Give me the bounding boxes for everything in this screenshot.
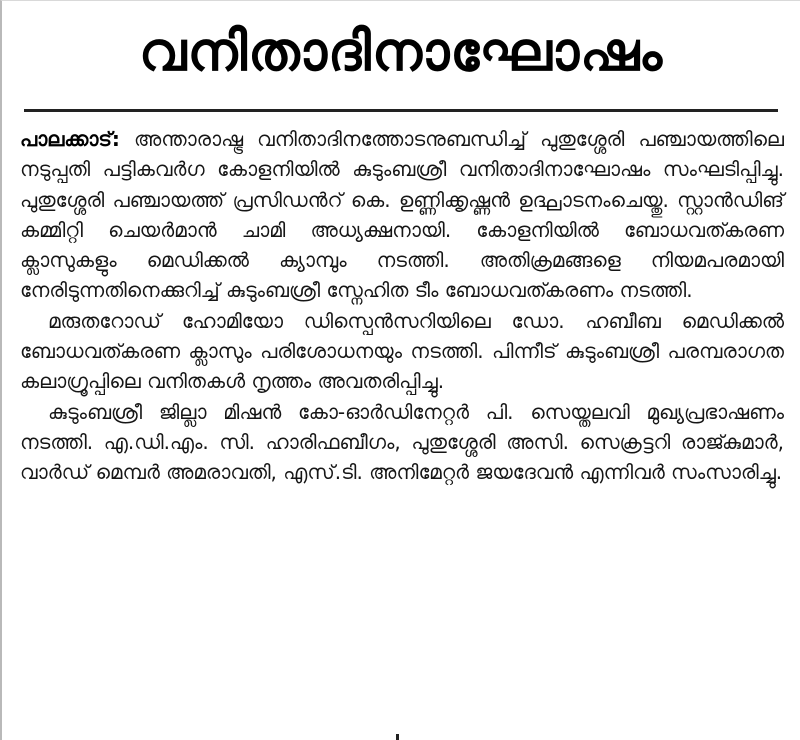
- paragraph-1: [20, 124, 784, 306]
- headline-divider: [24, 109, 778, 112]
- paragraph-2: മരുതറോഡ് ഹോമിയോ ഡിസ്പെൻസറിയിലെ ഡോ. ഹബീബ മെഡിക്കൽ ബോധവത്കരണ ക്ലാസും പരിശോധനയും നടത്തി. പിന്നീട് കുടുംബശ്രീ പരമ്പരാഗത കലാഗ്രൂപ്പിലെ വനിതകൾ നൃത്തം അവതരിപ്പിച്ചു.: [20, 308, 784, 394]
- headline: വനിതാദിനാഘോഷം: [139, 20, 663, 83]
- article-body: [2, 124, 800, 488]
- cropped-mark: [396, 734, 399, 740]
- dateline: പാലക്കാട്:: [20, 127, 120, 151]
- paragraph-1-text: അന്താരാഷ്ട്ര വനിതാദിനത്തോടനുബന്ധിച്ച് പുതുശ്ശേരി പഞ്ചായത്തിലെ നടുപ്പതി പട്ടികവർഗ കോളനിയിൽ കുടുംബശ്രീ വനിതാദിനാഘോഷം സംഘടിപ്പിച്ചു. പുതുശ്ശേരി പഞ്ചായത്ത് പ്രസിഡൻറ് കെ. ഉണ്ണിക്കൃഷ്ണൻ ഉദ്ഘാടനംചെയ്തു. സ്റ്റാൻഡിങ് കമ്മിറ്റി ചെയർമാൻ ചാമി അധ്യക്ഷനായി. കോളനിയിൽ ബോധവത്കരണ ക്ലാസുകളും മെഡിക്കൽ ക്യാമ്പും നടത്തി. അതിക്രമങ്ങളെ നിയമപരമായി നേരിടുന്നതിനെക്കുറിച്ച് കുടുംബശ്രീ സ്നേഹിത ടീം ബോധവത്കരണം നടത്തി.: [20, 127, 784, 303]
- paragraph-3: കുടുംബശ്രീ ജില്ലാ മിഷൻ കോ-ഓർഡിനേറ്റർ പി. സെയ്തലവി മുഖ്യപ്രഭാഷണം നടത്തി. എ.ഡി.എം. സി. ഹാരിഫബീഗം, പുതുശ്ശേരി അസി. സെക്രട്ടറി രാജ്കുമാർ, വാർഡ് മെമ്പർ അമരാവതി, എസ്.ടി. അനിമേറ്റർ ജയദേവൻ എന്നിവർ സംസാരിച്ചു.: [20, 399, 784, 485]
